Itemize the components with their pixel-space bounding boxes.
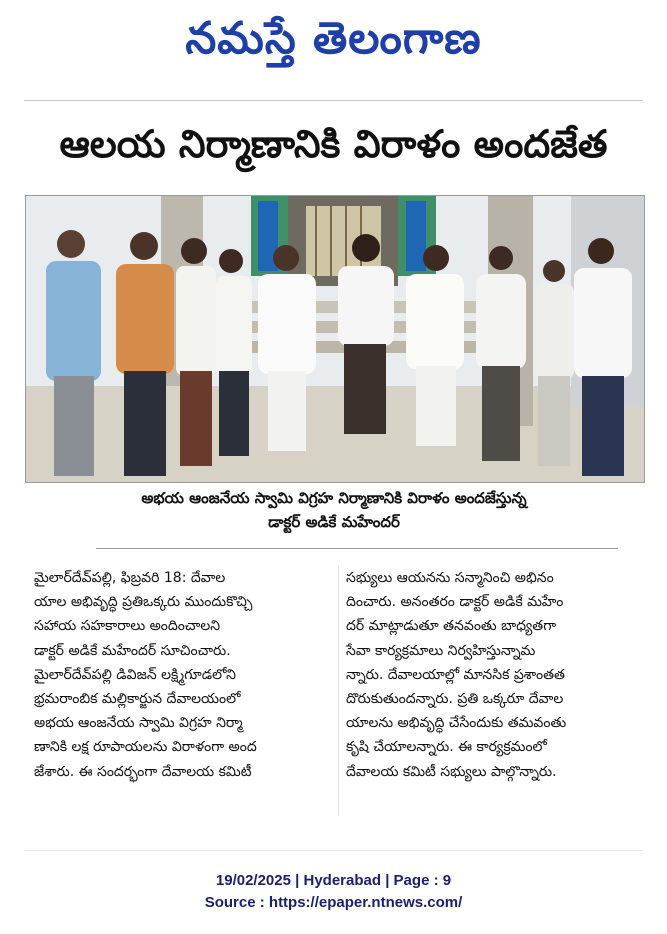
- footer-source-link[interactable]: Source : https://epaper.ntnews.com/: [204, 894, 463, 911]
- article-line: కృషి చేయాలన్నారు. ఈ కార్యక్రమంలో: [346, 739, 547, 756]
- article-line: భ్రమరాంబిక మల్లికార్జున దేవాలయంలో: [34, 690, 241, 707]
- caption-line-2: డాక్టర్ అడికే మహేందర్: [268, 513, 400, 531]
- caption-line-1: అభయ ఆంజనేయ స్వామి విగ్రహ నిర్మాణానికి విరాళం అందజేస్తున్న: [141, 489, 527, 507]
- column-divider: [338, 566, 339, 816]
- masthead-title: నమస్తే తెలంగాణ: [185, 13, 482, 64]
- footer-date-line: 19/02/2025 | Hyderabad | Page : 9: [215, 872, 452, 889]
- headline: ఆలయ నిర్మాణానికి విరాళం అందజేత: [59, 122, 608, 166]
- article-line: దించారు. అనంతరం డాక్టర్ అడికే మహేం: [346, 594, 564, 611]
- article-line: దర్ మాట్లాడుతూ తనవంతు బాధ్యతగా: [346, 618, 557, 635]
- bottom-divider: [24, 850, 643, 851]
- article-line: మైలార్‌దేవ్‌పల్లి డివిజన్ లక్ష్మిగూడలోని: [34, 666, 236, 683]
- article-line: సహాయ సహకారాలు అందించాలని: [34, 618, 221, 635]
- article-line: దొరుకుతుందన్నారు. ప్రతి ఒక్కరూ దేవాల: [346, 690, 564, 707]
- article-line: యాల అభివృద్ధి ప్రతిఒక్కరు ముందుకొచ్చి: [34, 594, 253, 611]
- photo-caption: [25, 486, 643, 538]
- caption-divider: [96, 548, 618, 549]
- masthead: [0, 0, 667, 88]
- article-line: అభయ ఆంజనేయ స్వామి విగ్రహ నిర్మా: [34, 715, 243, 732]
- article-line: సభ్యులు ఆయనను సన్మానించి అభినం: [346, 570, 554, 586]
- article-line: ణానికి లక్ష రూపాయలను విరాళంగా అంద: [34, 739, 257, 756]
- news-photo: [25, 195, 645, 483]
- article-line: దేవాలయ కమిటీ సభ్యులు పాల్గొన్నారు.: [346, 763, 557, 780]
- article-line: న్నారు. దేవాలయాల్లో మానసిక ప్రశాంతత: [346, 666, 565, 683]
- top-divider: [24, 100, 643, 101]
- article-line: సేవా కార్యక్రమాలు నిర్వహిస్తున్నామ: [346, 642, 536, 659]
- article-column-left: [34, 566, 334, 816]
- article-line: యాలను అభివృద్ధి చేసేందుకు తమవంతు: [346, 715, 567, 732]
- article-line: జేశారు. ఈ సందర్భంగా దేవాలయ కమిటీ: [34, 763, 252, 780]
- article-line: డాక్టర్ అడికే మహేందర్ సూచించారు.: [34, 642, 231, 659]
- footer: [0, 870, 667, 914]
- article-line: మైలార్‌దేవ్‌పల్లి, ఫిబ్రవరి 18: దేవాల: [34, 570, 226, 586]
- article-column-right: [346, 566, 640, 816]
